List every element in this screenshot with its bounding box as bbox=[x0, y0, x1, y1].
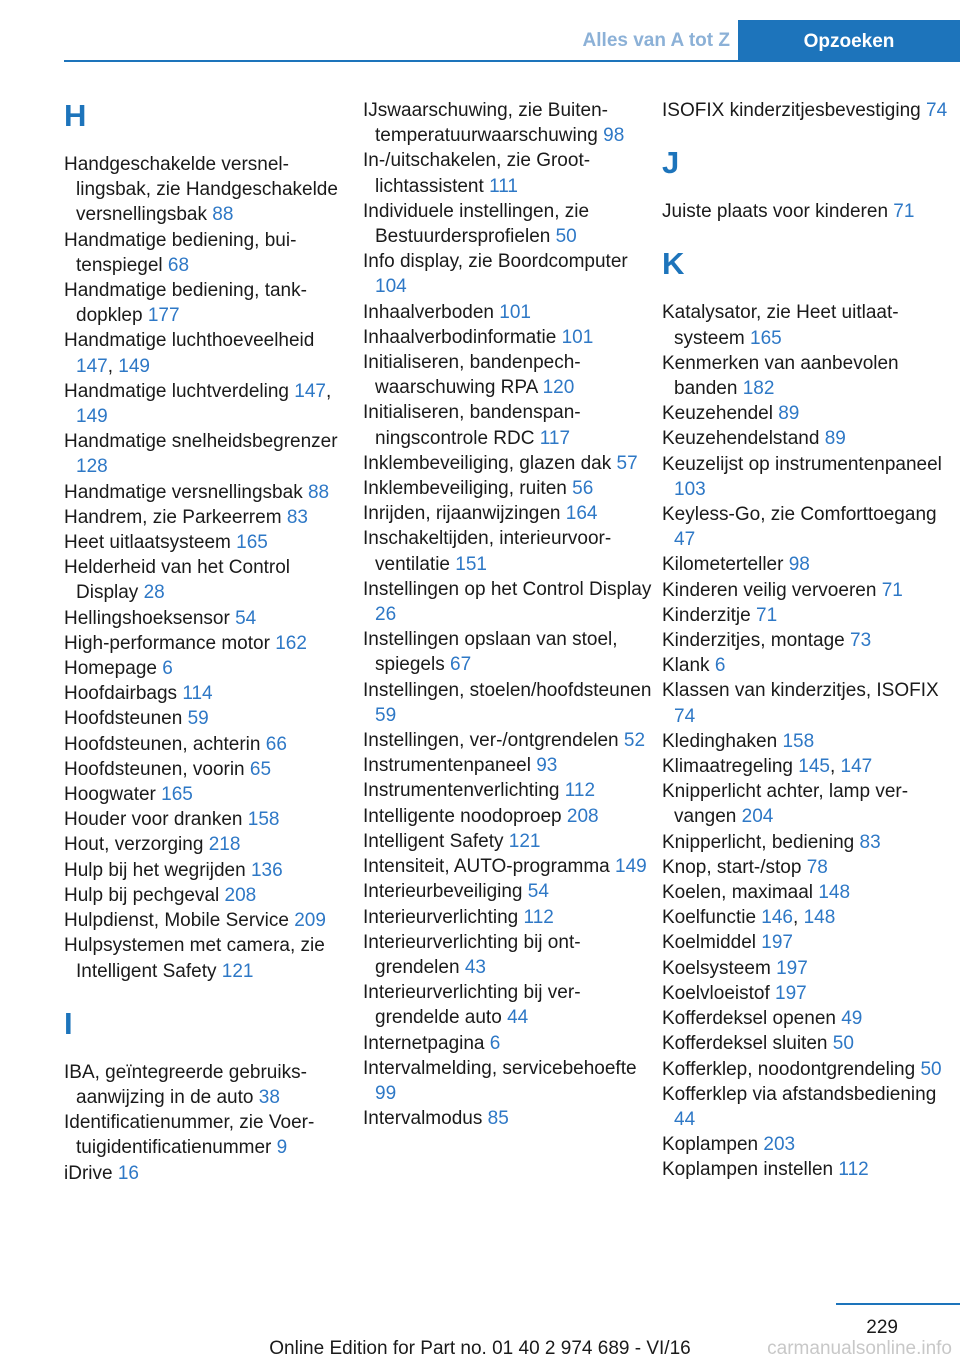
index-entry-text: Hulp bij pechgeval bbox=[64, 884, 220, 906]
page-link[interactable]: 73 bbox=[850, 630, 872, 652]
index-entry bbox=[662, 351, 954, 401]
index-entry bbox=[64, 706, 356, 731]
page-link[interactable]: 88 bbox=[212, 204, 234, 226]
index-entry-text: Keuzehendelstand bbox=[662, 428, 820, 450]
index-letter-heading: K bbox=[662, 246, 685, 282]
page-link[interactable]: 93 bbox=[536, 755, 558, 777]
index-entry bbox=[662, 956, 954, 981]
index-entry-text: Homepage bbox=[64, 658, 157, 680]
index-entry-text: Koelmiddel bbox=[662, 932, 756, 954]
index-entry-text: Hoofdairbags bbox=[64, 683, 178, 705]
index-entry bbox=[363, 577, 655, 627]
index-entry bbox=[363, 1106, 655, 1131]
page-link[interactable]: 162 bbox=[275, 632, 307, 654]
index-entry-text: Instrumentenverlichting bbox=[363, 780, 560, 802]
index-entry-text: Initialiseren, bandenpechwaarschuwing RPA bbox=[363, 352, 581, 399]
index-entry-text: Koplampen instellen bbox=[662, 1159, 834, 1181]
index-entry bbox=[363, 804, 655, 829]
page-link[interactable]: 197 bbox=[761, 932, 793, 954]
index-entry-text: Inrijden, rijaanwijzingen bbox=[363, 503, 561, 525]
index-entry-text: Intervalmodus bbox=[363, 1108, 483, 1130]
index-entry-text: Koelfunctie bbox=[662, 907, 757, 929]
index-entry bbox=[662, 653, 954, 678]
page-link[interactable]: 47 bbox=[674, 529, 696, 551]
index-entry-text: Intensiteit, AUTO-programma bbox=[363, 856, 610, 878]
page-link[interactable]: 128 bbox=[76, 456, 108, 478]
index-entry bbox=[662, 552, 954, 577]
index-entry bbox=[64, 278, 356, 328]
page-link[interactable]: 218 bbox=[208, 834, 241, 856]
page-link[interactable]: 146 bbox=[761, 907, 793, 929]
page-link[interactable]: 149 bbox=[76, 406, 108, 428]
index-entry-text: Koelvloeistof bbox=[662, 982, 770, 1004]
page-link[interactable]: 177 bbox=[147, 305, 180, 327]
index-entry bbox=[363, 400, 655, 450]
index-entry-text: Inklembeveiliging, ruiten bbox=[363, 478, 567, 500]
index-entry-text: Instellingen, ver-/ontgrendelen bbox=[363, 730, 619, 752]
index-entry bbox=[363, 728, 655, 753]
index-entry-text: Kofferklep, noodontgrendeling bbox=[662, 1058, 916, 1080]
index-entry bbox=[662, 628, 954, 653]
index-entry bbox=[363, 778, 655, 803]
index-entry bbox=[363, 98, 655, 148]
index-entry bbox=[662, 300, 954, 350]
page-link[interactable]: 71 bbox=[756, 604, 778, 626]
page-link[interactable]: 151 bbox=[455, 553, 487, 575]
page-link[interactable]: 121 bbox=[508, 830, 541, 852]
page-link[interactable]: 16 bbox=[117, 1162, 139, 1184]
index-entry bbox=[64, 732, 356, 757]
index-entry bbox=[363, 148, 655, 198]
page-link[interactable]: 59 bbox=[375, 704, 397, 726]
page-link[interactable]: 104 bbox=[375, 276, 407, 298]
page-link[interactable]: 114 bbox=[182, 683, 213, 705]
page-link[interactable]: 9 bbox=[276, 1137, 288, 1159]
page-link[interactable]: 148 bbox=[803, 907, 836, 929]
page-link[interactable]: 164 bbox=[565, 503, 598, 525]
page-link[interactable]: 43 bbox=[464, 956, 486, 978]
page-link[interactable]: 147 bbox=[76, 355, 108, 377]
tab-opzoeken[interactable]: Opzoeken bbox=[738, 20, 960, 62]
page-link[interactable]: 112 bbox=[523, 906, 554, 928]
index-entry-text: Kofferdeksel openen bbox=[662, 1008, 836, 1030]
index-entry bbox=[662, 502, 954, 552]
page-link[interactable]: 149 bbox=[615, 856, 647, 878]
index-entry bbox=[64, 606, 356, 631]
index-entry bbox=[363, 980, 655, 1030]
index-entry-text: Kinderen veilig vervoeren bbox=[662, 579, 877, 601]
page-link[interactable]: 6 bbox=[489, 1032, 501, 1054]
page-link[interactable]: 204 bbox=[741, 806, 774, 828]
index-entry bbox=[64, 757, 356, 782]
index-entry bbox=[662, 930, 954, 955]
index-entry bbox=[64, 1161, 356, 1186]
page-link[interactable]: 66 bbox=[265, 733, 287, 755]
index-entry bbox=[64, 883, 356, 908]
index-entry-text: Hulpsystemen met camera, zie Intelligent Safety bbox=[64, 935, 325, 982]
index-entry bbox=[363, 905, 655, 930]
index-letter-heading: J bbox=[662, 145, 680, 181]
page-link[interactable]: 44 bbox=[507, 1007, 529, 1029]
index-entry-text: Hoofdsteunen, voorin bbox=[64, 758, 245, 780]
page-link[interactable]: 165 bbox=[750, 327, 782, 349]
index-entry bbox=[64, 807, 356, 832]
page-link[interactable]: 98 bbox=[788, 554, 810, 576]
page-link[interactable]: 38 bbox=[258, 1086, 280, 1108]
index-entry-text: Individuele instellingen, zie Bestuurdersprofielen bbox=[363, 200, 590, 248]
index-entry bbox=[662, 452, 954, 502]
page-link[interactable]: 74 bbox=[674, 705, 696, 727]
page-link[interactable]: 165 bbox=[161, 784, 193, 806]
page-link[interactable]: 49 bbox=[841, 1008, 863, 1030]
index-entry-text: Hulp bij het wegrijden bbox=[64, 859, 246, 881]
index-entry-text: Interieurverlichting bbox=[363, 906, 519, 928]
index-entry-text: Klassen van kinderzitjes, ISOFIX bbox=[662, 680, 939, 702]
index-entry-text: Instellingen op het Control Display bbox=[363, 578, 652, 600]
index-entry bbox=[64, 530, 356, 555]
index-entry bbox=[662, 578, 954, 603]
page-link[interactable]: 148 bbox=[818, 882, 851, 904]
index-entry-text: IBA, geïntegreerde gebruiksaanwijzing in de auto bbox=[64, 1061, 307, 1108]
index-entry-text: Koplampen bbox=[662, 1134, 759, 1156]
index-entry bbox=[363, 854, 655, 879]
index-entry-text: Kinderzitjes, montage bbox=[662, 630, 845, 652]
page-link[interactable]: 121 bbox=[221, 960, 254, 982]
index-entry-text: Heet uitlaatsysteem bbox=[64, 532, 231, 554]
page-link[interactable]: 197 bbox=[776, 957, 808, 979]
page-link[interactable]: 117 bbox=[539, 427, 571, 449]
index-entry bbox=[662, 678, 954, 728]
page-link[interactable]: 65 bbox=[249, 758, 272, 780]
index-entry bbox=[64, 429, 356, 479]
index-entry bbox=[363, 753, 655, 778]
index-entry-text: Knop, start-/stop bbox=[662, 856, 802, 878]
index-entry bbox=[662, 1132, 954, 1157]
index-entry-text: Intervalmelding, servicebehoefte bbox=[363, 1057, 637, 1079]
page-link[interactable]: 71 bbox=[881, 579, 903, 601]
index-entry bbox=[64, 1110, 356, 1160]
page-link[interactable]: 44 bbox=[674, 1108, 696, 1130]
index-entry bbox=[64, 1060, 356, 1110]
index-letter-heading: H bbox=[64, 98, 87, 133]
page-link[interactable]: 68 bbox=[167, 254, 190, 276]
index-entry bbox=[64, 858, 356, 883]
index-entry-text: Inklembeveiliging, glazen dak bbox=[363, 452, 612, 474]
index-entry-text: Internetpagina bbox=[363, 1032, 485, 1054]
index-entry-text: Hoogwater bbox=[64, 784, 156, 806]
index-entry bbox=[662, 779, 954, 829]
index-entry-text: iDrive bbox=[64, 1162, 113, 1184]
index-entry-text: Inhaalverboden bbox=[363, 301, 494, 323]
index-entry: Handmatige luchthoeveelheid 147, 149 bbox=[64, 330, 315, 377]
index-entry bbox=[64, 656, 356, 681]
index-entry bbox=[363, 1056, 655, 1106]
index-entry bbox=[662, 1082, 954, 1132]
index-entry-text: Hulpdienst, Mobile Service bbox=[64, 910, 289, 932]
page-link[interactable]: 98 bbox=[603, 125, 625, 147]
page-link[interactable]: 208 bbox=[224, 884, 257, 906]
index-entry bbox=[662, 1157, 954, 1182]
index-entry bbox=[363, 476, 655, 501]
page-link[interactable]: 147 bbox=[840, 756, 873, 778]
index-entry bbox=[64, 505, 356, 530]
index-entry-text: Initialiseren, bandenspanningscontrole RDC bbox=[363, 402, 581, 449]
index-entry bbox=[363, 627, 655, 677]
page-link[interactable]: 89 bbox=[778, 403, 800, 425]
section-title: Alles van A tot Z bbox=[582, 30, 730, 51]
page-link[interactable]: 149 bbox=[118, 355, 150, 377]
index-entry-text: Handmatige bediening, tankdopklep bbox=[64, 280, 307, 327]
page-link[interactable]: 158 bbox=[782, 730, 815, 752]
page-link[interactable]: 83 bbox=[859, 831, 881, 853]
index-entry-text: Hoofdsteunen, achterin bbox=[64, 733, 261, 755]
index-entry-text: Katalysator, zie Heet uitlaatsysteem bbox=[662, 302, 899, 349]
page-link[interactable]: 57 bbox=[616, 452, 638, 474]
index-entry-text: Kofferklep via afstandsbediening bbox=[662, 1083, 937, 1105]
page-link[interactable]: 50 bbox=[832, 1033, 854, 1055]
index-entry bbox=[662, 401, 954, 426]
page-link[interactable]: 50 bbox=[555, 226, 577, 248]
index-column-1 bbox=[64, 98, 356, 1186]
index-entry bbox=[363, 526, 655, 576]
page-link[interactable]: 26 bbox=[375, 604, 397, 626]
index-entry bbox=[363, 350, 655, 400]
index-entry-text: Identificatienummer, zie Voertuigidentificatienummer bbox=[64, 1112, 315, 1159]
index-entry-text: Instrumentenpaneel bbox=[363, 755, 531, 777]
page-link[interactable]: 203 bbox=[763, 1134, 796, 1156]
index-entry bbox=[64, 555, 356, 605]
index-entry bbox=[662, 426, 954, 451]
page-link[interactable]: 56 bbox=[572, 478, 594, 500]
index-entry-text: Klank bbox=[662, 655, 710, 677]
page-link[interactable]: 50 bbox=[920, 1058, 942, 1080]
index-entry bbox=[64, 631, 356, 656]
index-entry bbox=[64, 681, 356, 706]
page-link[interactable]: 83 bbox=[286, 506, 308, 528]
index-entry bbox=[363, 199, 655, 249]
index-entry bbox=[662, 1057, 954, 1082]
index-entry: Klimaatregeling 145, 147 bbox=[662, 756, 873, 778]
index-entry-text: Keuzehendel bbox=[662, 403, 773, 425]
index-entry bbox=[363, 678, 655, 728]
page-link[interactable]: 54 bbox=[527, 881, 549, 903]
index-entry bbox=[662, 199, 954, 224]
index-entry-text: Inhaalverbodinformatie bbox=[363, 326, 557, 348]
page-link[interactable]: 59 bbox=[187, 708, 209, 730]
index-entry bbox=[363, 501, 655, 526]
index-column-3 bbox=[662, 98, 954, 1183]
index-entry-text: Handrem, zie Parkeerrem bbox=[64, 506, 282, 528]
page-link[interactable]: 182 bbox=[742, 378, 775, 400]
index-entry-text: ISOFIX kinderzitjesbevestiging bbox=[662, 100, 921, 121]
index-entry-text: Koelen, maximaal bbox=[662, 882, 814, 904]
index-entry-text: Klimaatregeling bbox=[662, 756, 793, 778]
page-link[interactable]: 6 bbox=[714, 655, 726, 677]
index-entry bbox=[662, 880, 954, 905]
header-bar bbox=[0, 0, 960, 62]
index-entry-text: Houder voor dranken bbox=[64, 809, 243, 831]
page-link[interactable]: 101 bbox=[499, 301, 531, 323]
page-link[interactable]: 165 bbox=[236, 532, 268, 554]
index-entry bbox=[363, 325, 655, 350]
index-entry bbox=[662, 830, 954, 855]
page-link[interactable]: 74 bbox=[926, 100, 948, 121]
index-entry-text: Instellingen, stoelen/hoofdsteunen bbox=[363, 679, 652, 701]
index-entry bbox=[363, 249, 655, 299]
index-entry bbox=[363, 879, 655, 904]
index-entry bbox=[363, 829, 655, 854]
page-number: 229 bbox=[866, 1317, 898, 1338]
page-link[interactable]: 78 bbox=[806, 856, 828, 878]
index-entry-text: In-/uitschakelen, zie Grootlichtassistent bbox=[363, 150, 591, 197]
index-entry: Koelfunctie 146, 148 bbox=[662, 907, 836, 929]
index-entry bbox=[64, 480, 356, 505]
page-link[interactable]: 111 bbox=[489, 175, 518, 197]
index-entry-text: Info display, zie Boordcomputer bbox=[363, 251, 628, 273]
index-entry-text: Kinderzitje bbox=[662, 604, 751, 626]
index-entry-text: Handgeschakelde versnellingsbak, zie Handgeschakelde versnellingsbak bbox=[64, 154, 338, 226]
index-entry-text: Interieurverlichting bij vergrendelde auto bbox=[363, 982, 581, 1029]
edition-line: Online Edition for Part no. 01 40 2 974 689 - VI/16 bbox=[269, 1338, 691, 1359]
index-entry bbox=[662, 603, 954, 628]
index-entry-text: Handmatige bediening, buitenspiegel bbox=[64, 229, 297, 276]
index-letter-heading: I bbox=[64, 1005, 73, 1041]
index-entry: Handmatige luchtverdeling 147, 149 bbox=[64, 380, 332, 428]
page-link[interactable]: 85 bbox=[487, 1108, 509, 1130]
index-entry-text: Interieurbeveiliging bbox=[363, 881, 523, 903]
index-entry bbox=[662, 1031, 954, 1056]
index-entry bbox=[64, 832, 356, 857]
index-entry-text: Keyless-Go, zie Comforttoegang bbox=[662, 504, 937, 526]
index-entry-text: High-performance motor bbox=[64, 632, 270, 654]
watermark: carmanualsonline.info bbox=[767, 1338, 952, 1359]
index-entry bbox=[363, 930, 655, 980]
index-entry bbox=[662, 855, 954, 880]
index-entry bbox=[64, 152, 356, 228]
index-entry-text: Hellingshoeksensor bbox=[64, 607, 230, 629]
index-entry bbox=[64, 933, 356, 983]
index-entry-text: Juiste plaats voor kinderen bbox=[662, 201, 889, 223]
page-link[interactable]: 197 bbox=[775, 982, 807, 1004]
index-entry-text: Helderheid van het Control Display bbox=[64, 557, 291, 604]
index-entry bbox=[662, 98, 954, 123]
index-entry bbox=[662, 1006, 954, 1031]
index-entry-text: Handmatige snelheidsbegrenzer bbox=[64, 431, 338, 453]
index-entry-text: Kenmerken van aanbevolen banden bbox=[662, 352, 899, 400]
index-entry-text: IJswaarschuwing, zie Buitentemperatuurwaarschuwing bbox=[363, 100, 608, 147]
index-entry-text: Intelligent Safety bbox=[363, 830, 504, 852]
page-link[interactable]: 54 bbox=[235, 607, 257, 629]
index-entry-text: Intelligente noodoproep bbox=[363, 805, 562, 827]
page-link[interactable]: 112 bbox=[564, 780, 596, 802]
index-entry bbox=[363, 451, 655, 476]
index-entry-text: Handmatige luchthoeveelheid bbox=[64, 330, 315, 352]
page-link[interactable]: 88 bbox=[307, 481, 330, 503]
index-entry-text: Kilometerteller bbox=[662, 554, 784, 576]
index-entry-text: Knipperlicht achter, lamp vervangen bbox=[662, 781, 909, 828]
header-rule bbox=[64, 60, 960, 62]
index-entry-text: Inschakeltijden, interieurvoorventilatie bbox=[363, 528, 612, 575]
index-entry-text: Hout, verzorging bbox=[64, 834, 204, 856]
index-entry-text: Koelsysteem bbox=[662, 957, 771, 979]
page-link[interactable]: 99 bbox=[375, 1082, 397, 1104]
index-entry bbox=[662, 729, 954, 754]
index-entry-text: Kledinghaken bbox=[662, 730, 778, 752]
page-link[interactable]: 158 bbox=[247, 809, 280, 831]
index-entry bbox=[64, 908, 356, 933]
index-entry-text: Instellingen opslaan van stoel, spiegels bbox=[363, 629, 618, 676]
index-entry bbox=[64, 782, 356, 807]
index-entry-text: Handmatige luchtverdeling bbox=[64, 380, 289, 402]
page-link[interactable]: 71 bbox=[893, 201, 915, 223]
index-entry bbox=[363, 300, 655, 325]
page-link[interactable]: 136 bbox=[250, 859, 283, 881]
index-entry-text: Interieurverlichting bij ontgrendelen bbox=[363, 931, 581, 978]
index-entry bbox=[64, 228, 356, 278]
page-link[interactable]: 145 bbox=[798, 756, 830, 778]
page-link[interactable]: 28 bbox=[143, 582, 165, 604]
index-entry-text: Knipperlicht, bediening bbox=[662, 831, 855, 853]
page-link[interactable]: 147 bbox=[294, 380, 326, 402]
page-link[interactable]: 120 bbox=[542, 377, 575, 399]
page-link[interactable]: 101 bbox=[561, 326, 594, 348]
page-link[interactable]: 112 bbox=[838, 1159, 869, 1181]
index-entry-text: Keuzelijst op instrumentenpaneel bbox=[662, 453, 942, 475]
page-link[interactable]: 67 bbox=[450, 654, 472, 676]
index-entry bbox=[662, 981, 954, 1006]
page-link[interactable]: 103 bbox=[674, 478, 706, 500]
page-link[interactable]: 6 bbox=[162, 658, 173, 680]
index-entry-text: Hoofdsteunen bbox=[64, 708, 183, 730]
page-link[interactable]: 52 bbox=[623, 730, 646, 752]
index-entry-text: Kofferdeksel sluiten bbox=[662, 1033, 828, 1055]
page-link[interactable]: 89 bbox=[824, 428, 846, 450]
index-entry bbox=[363, 1031, 655, 1056]
index-entry-text: Handmatige versnellingsbak bbox=[64, 481, 303, 503]
index-column-2 bbox=[363, 98, 655, 1131]
page-link[interactable]: 208 bbox=[566, 805, 599, 827]
footer-rule bbox=[836, 1303, 960, 1305]
page-link[interactable]: 209 bbox=[294, 910, 326, 932]
